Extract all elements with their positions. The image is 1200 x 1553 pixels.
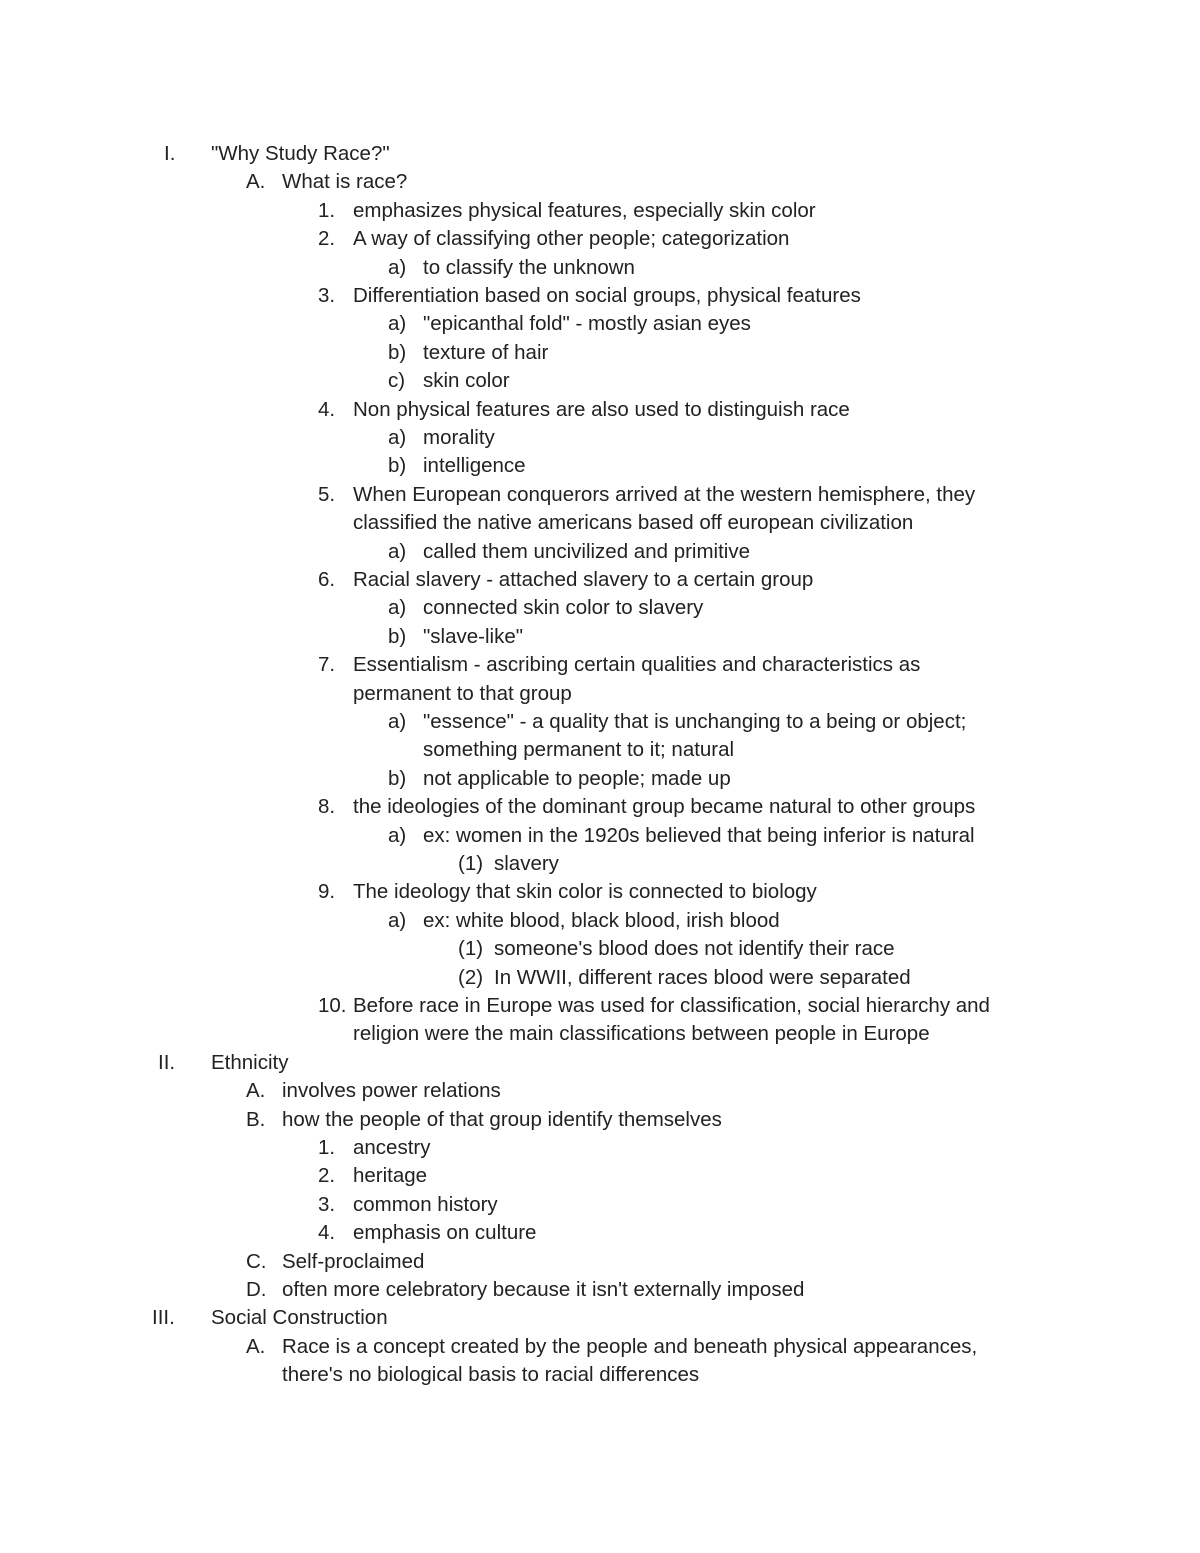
list-marker: 7.: [318, 653, 336, 677]
list-marker: II.: [158, 1050, 176, 1074]
list-item-text: Differentiation based on social groups, physical features: [353, 284, 861, 307]
list-item-text: involves power relations: [282, 1079, 501, 1103]
list-item-text: Ethnicity: [211, 1050, 289, 1074]
list-item-text: "Why Study Race?": [211, 142, 390, 165]
list-item-text: intelligence: [423, 454, 526, 478]
list-marker: 3.: [318, 284, 336, 307]
list-item-text: skin color: [423, 369, 510, 393]
list-marker: 2.: [318, 1164, 336, 1188]
list-marker: a): [388, 823, 407, 847]
list-item-continuation: there's no biological basis to racial differences: [282, 1363, 700, 1387]
list-item-text: Racial slavery - attached slavery to a certain group: [353, 568, 814, 591]
list-item-text: Self-proclaimed: [282, 1249, 425, 1273]
list-item-continuation: classified the native americans based off european civilization: [353, 511, 914, 535]
list-item-text: Race is a concept created by the people and beneath physical appearances,: [282, 1334, 978, 1358]
list-item-text: ex: white blood, black blood, irish blood: [423, 908, 780, 932]
list-marker: I.: [164, 142, 176, 165]
list-item-text: ex: women in the 1920s believed that being inferior is natural: [423, 823, 975, 847]
list-marker: (1): [458, 852, 484, 875]
list-marker: 10.: [318, 994, 347, 1017]
list-marker: 4.: [318, 397, 336, 421]
list-item-text: ancestry: [353, 1136, 431, 1159]
list-marker: 1.: [318, 1136, 336, 1159]
list-marker: A.: [246, 170, 266, 194]
list-item-text: A way of classifying other people; categorization: [353, 227, 790, 251]
list-marker: a): [388, 596, 407, 620]
list-marker: c): [388, 369, 406, 393]
list-marker: 9.: [318, 880, 336, 904]
list-item-continuation: religion were the main classifications between people in Europe: [353, 1022, 930, 1046]
list-marker: 3.: [318, 1192, 336, 1216]
list-marker: b): [388, 340, 407, 364]
list-marker: A.: [246, 1079, 266, 1103]
list-item-text: slavery: [494, 852, 559, 875]
list-marker: A.: [246, 1334, 266, 1358]
list-item-continuation: permanent to that group: [353, 681, 572, 705]
list-item-text: emphasis on culture: [353, 1221, 537, 1245]
list-marker: a): [388, 426, 407, 449]
list-marker: 6.: [318, 568, 336, 591]
list-marker: 1.: [318, 198, 336, 222]
list-marker: D.: [246, 1278, 267, 1301]
list-item-text: common history: [353, 1192, 498, 1216]
list-marker: 5.: [318, 482, 336, 506]
list-item-text: Social Construction: [211, 1306, 388, 1330]
list-item-text: When European conquerors arrived at the western hemisphere, they: [353, 482, 976, 506]
list-marker: B.: [246, 1107, 266, 1131]
list-item-text: In WWII, different races blood were separated: [494, 965, 911, 989]
list-item-text: heritage: [353, 1164, 428, 1188]
list-marker: III.: [152, 1306, 175, 1330]
list-marker: b): [388, 624, 407, 648]
list-item-text: Before race in Europe was used for classification, social hierarchy and: [353, 994, 990, 1017]
list-item-text: someone's blood does not identify their race: [494, 937, 895, 961]
list-marker: (2): [458, 965, 484, 989]
list-item-text: emphasizes physical features, especially skin color: [353, 198, 816, 222]
list-marker: 8.: [318, 795, 336, 819]
list-item-text: morality: [423, 426, 495, 449]
list-item-text: The ideology that skin color is connected to biology: [353, 880, 817, 904]
list-marker: a): [388, 312, 407, 336]
list-marker: C.: [246, 1249, 267, 1273]
list-item-continuation: something permanent to it; natural: [423, 738, 735, 762]
list-item-text: how the people of that group identify themselves: [282, 1107, 722, 1131]
list-item-text: to classify the unknown: [423, 255, 635, 279]
list-marker: 4.: [318, 1221, 336, 1245]
list-item-text: not applicable to people; made up: [423, 766, 731, 790]
list-marker: 2.: [318, 227, 336, 251]
list-marker: b): [388, 766, 407, 790]
list-item-text: "epicanthal fold" - mostly asian eyes: [423, 312, 751, 336]
list-item-text: often more celebratory because it isn't externally imposed: [282, 1278, 805, 1301]
list-marker: a): [388, 255, 407, 279]
list-item-text: What is race?: [282, 170, 408, 194]
list-item-text: "slave-like": [423, 624, 523, 648]
list-marker: a): [388, 539, 407, 563]
list-item-text: Essentialism - ascribing certain qualities and characteristics as: [353, 653, 921, 677]
list-marker: (1): [458, 937, 484, 961]
list-item-text: the ideologies of the dominant group became natural to other groups: [353, 795, 976, 819]
list-item-text: connected skin color to slavery: [423, 596, 704, 620]
list-marker: a): [388, 908, 407, 932]
list-marker: b): [388, 454, 407, 478]
list-item-text: texture of hair: [423, 340, 549, 364]
list-marker: a): [388, 710, 407, 733]
list-item-text: Non physical features are also used to distinguish race: [353, 397, 850, 421]
list-item-text: "essence" - a quality that is unchanging to a being or object;: [423, 710, 967, 733]
list-item-text: called them uncivilized and primitive: [423, 539, 751, 563]
